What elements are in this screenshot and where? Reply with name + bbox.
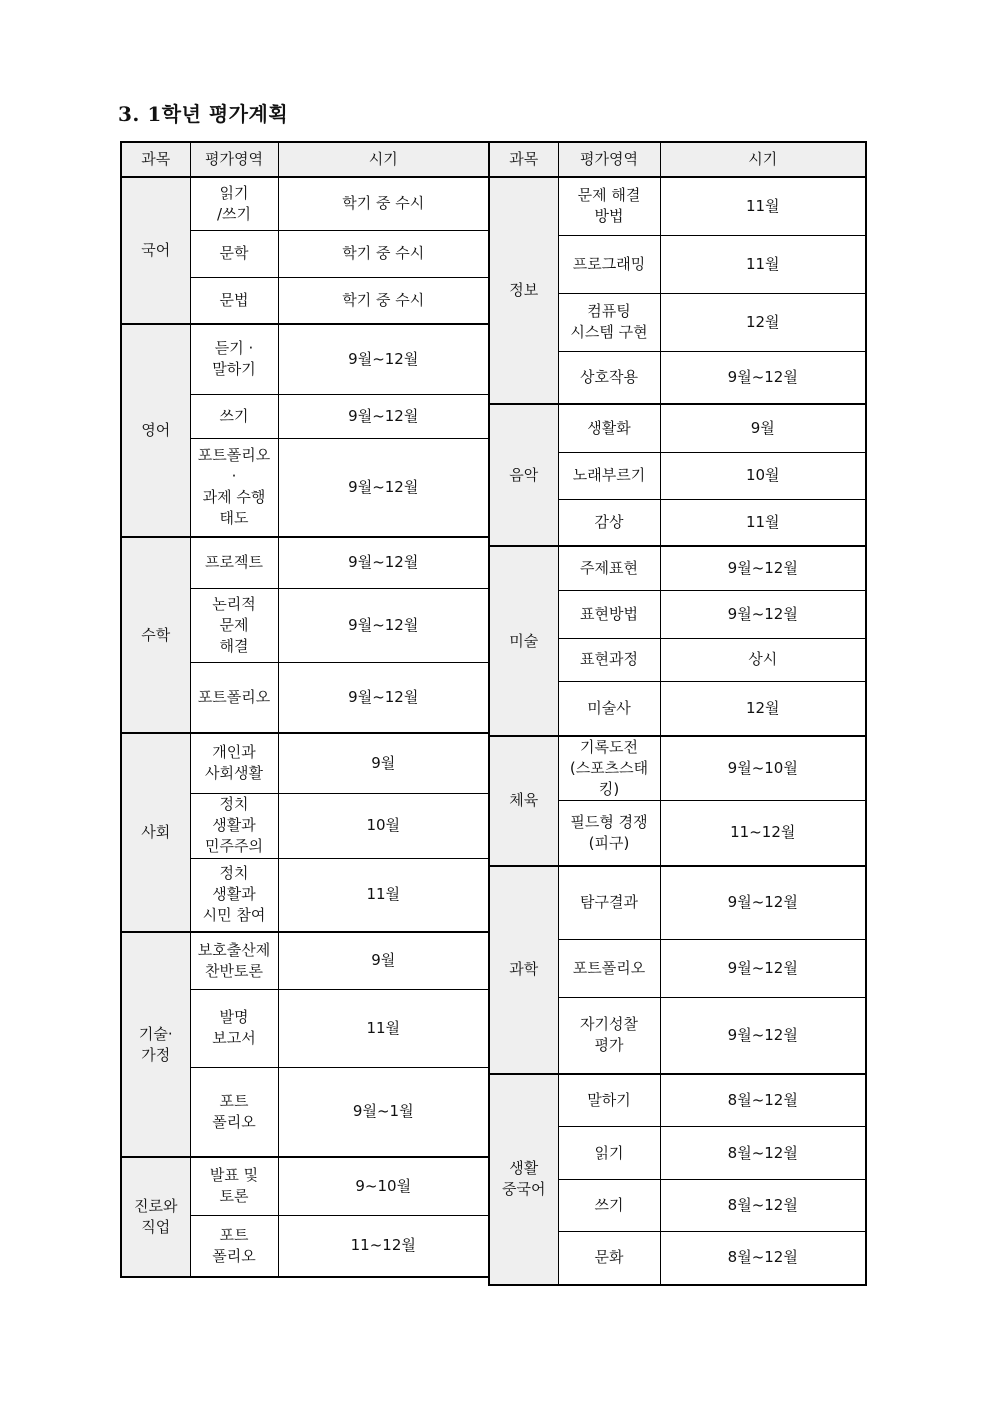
- period-cell: 8월~12월: [660, 1232, 866, 1285]
- evaluation-table-right: [488, 141, 867, 1286]
- area-cell: 프로젝트: [190, 537, 278, 588]
- table-row: [489, 736, 866, 801]
- subject-cell: 정보: [489, 177, 558, 404]
- header-row: [121, 142, 489, 177]
- table-row: [489, 404, 866, 452]
- subject-cell: 진로와 직업: [121, 1157, 190, 1277]
- area-cell: 문화: [558, 1232, 660, 1285]
- header-area: 평가영역: [190, 142, 278, 177]
- period-cell: 10월: [660, 452, 866, 499]
- period-cell: 9월~12월: [278, 662, 489, 733]
- period-cell: 학기 중 수시: [278, 177, 489, 230]
- period-cell: 9월~12월: [660, 590, 866, 638]
- period-cell: 11월: [660, 499, 866, 546]
- subject-cell: 체육: [489, 736, 558, 866]
- period-cell: 8월~12월: [660, 1074, 866, 1127]
- period-cell: 9월~12월: [278, 394, 489, 438]
- header-period: 시기: [660, 142, 866, 177]
- area-cell: 기록도전 (스포츠스태킹): [558, 736, 660, 801]
- area-cell: 표현방법: [558, 590, 660, 638]
- table-row: [121, 324, 489, 394]
- area-cell: 자기성찰 평가: [558, 998, 660, 1074]
- period-cell: 11월: [278, 989, 489, 1067]
- period-cell: 10월: [278, 793, 489, 858]
- period-cell: 9월~12월: [660, 546, 866, 590]
- period-cell: 9월~12월: [660, 866, 866, 940]
- area-cell: 상호작용: [558, 351, 660, 404]
- period-cell: 9월: [278, 733, 489, 793]
- header-row: [489, 142, 866, 177]
- period-cell: 12월: [660, 293, 866, 351]
- period-cell: 9월~10월: [660, 736, 866, 801]
- area-cell: 컴퓨팅 시스템 구현: [558, 293, 660, 351]
- area-cell: 문제 해결 방법: [558, 177, 660, 235]
- period-cell: 8월~12월: [660, 1127, 866, 1180]
- subject-cell: 음악: [489, 404, 558, 546]
- area-cell: 포트폴리오: [190, 662, 278, 733]
- period-cell: 11월: [660, 235, 866, 293]
- area-cell: 발명 보고서: [190, 989, 278, 1067]
- period-cell: 9월: [278, 932, 489, 989]
- section-title: 3. 1학년 평가계획: [118, 102, 289, 126]
- area-cell: 탐구결과: [558, 866, 660, 940]
- area-cell: 쓰기: [190, 394, 278, 438]
- period-cell: 11~12월: [278, 1215, 489, 1277]
- area-cell: 포트 폴리오: [190, 1067, 278, 1157]
- period-cell: 11월: [660, 177, 866, 235]
- area-cell: 노래부르기: [558, 452, 660, 499]
- evaluation-table-left: [120, 141, 490, 1278]
- header-area: 평가영역: [558, 142, 660, 177]
- header-period: 시기: [278, 142, 489, 177]
- area-cell: 필드형 경쟁 (피구): [558, 801, 660, 866]
- area-cell: 포트폴리오: [558, 940, 660, 998]
- period-cell: 9월~12월: [660, 351, 866, 404]
- period-cell: 상시: [660, 638, 866, 681]
- subject-cell: 영어: [121, 324, 190, 537]
- period-cell: 9월~12월: [278, 438, 489, 537]
- period-cell: 9월~12월: [278, 537, 489, 588]
- period-cell: 9~10월: [278, 1157, 489, 1215]
- subject-cell: 사회: [121, 733, 190, 932]
- area-cell: 듣기 · 말하기: [190, 324, 278, 394]
- table-row: [489, 177, 866, 235]
- area-cell: 표현과정: [558, 638, 660, 681]
- area-cell: 감상: [558, 499, 660, 546]
- period-cell: 9월~12월: [278, 324, 489, 394]
- area-cell: 프로그래밍: [558, 235, 660, 293]
- period-cell: 8월~12월: [660, 1180, 866, 1232]
- area-cell: 포트폴리오 · 과제 수행 태도: [190, 438, 278, 537]
- table-row: [489, 1074, 866, 1127]
- area-cell: 미술사: [558, 681, 660, 736]
- table-row: [121, 733, 489, 793]
- period-cell: 9월: [660, 404, 866, 452]
- header-subject: 과목: [121, 142, 190, 177]
- area-cell: 쓰기: [558, 1180, 660, 1232]
- area-cell: 논리적 문제 해결: [190, 588, 278, 662]
- area-cell: 정치 생활과 민주주의: [190, 793, 278, 858]
- area-cell: 주제표현: [558, 546, 660, 590]
- period-cell: 11월: [278, 858, 489, 932]
- area-cell: 개인과 사회생활: [190, 733, 278, 793]
- header-subject: 과목: [489, 142, 558, 177]
- area-cell: 보호출산제 찬반토론: [190, 932, 278, 989]
- period-cell: 9월~12월: [660, 998, 866, 1074]
- period-cell: 11~12월: [660, 801, 866, 866]
- period-cell: 학기 중 수시: [278, 230, 489, 277]
- period-cell: 학기 중 수시: [278, 277, 489, 324]
- subject-cell: 기술· 가정: [121, 932, 190, 1157]
- subject-cell: 생활 중국어: [489, 1074, 558, 1285]
- table-row: [121, 537, 489, 588]
- area-cell: 발표 및 토론: [190, 1157, 278, 1215]
- period-cell: 9월~12월: [660, 940, 866, 998]
- area-cell: 정치 생활과 시민 참여: [190, 858, 278, 932]
- table-row: [121, 1157, 489, 1215]
- subject-cell: 미술: [489, 546, 558, 736]
- area-cell: 읽기: [558, 1127, 660, 1180]
- table-row: [121, 177, 489, 230]
- table-row: [489, 866, 866, 940]
- subject-cell: 수학: [121, 537, 190, 733]
- subject-cell: 과학: [489, 866, 558, 1074]
- area-cell: 포트 폴리오: [190, 1215, 278, 1277]
- table-row: [121, 932, 489, 989]
- area-cell: 읽기 /쓰기: [190, 177, 278, 230]
- area-cell: 생활화: [558, 404, 660, 452]
- area-cell: 문학: [190, 230, 278, 277]
- period-cell: 12월: [660, 681, 866, 736]
- period-cell: 9월~12월: [278, 588, 489, 662]
- table-row: [489, 546, 866, 590]
- period-cell: 9월~1월: [278, 1067, 489, 1157]
- area-cell: 문법: [190, 277, 278, 324]
- area-cell: 말하기: [558, 1074, 660, 1127]
- subject-cell: 국어: [121, 177, 190, 324]
